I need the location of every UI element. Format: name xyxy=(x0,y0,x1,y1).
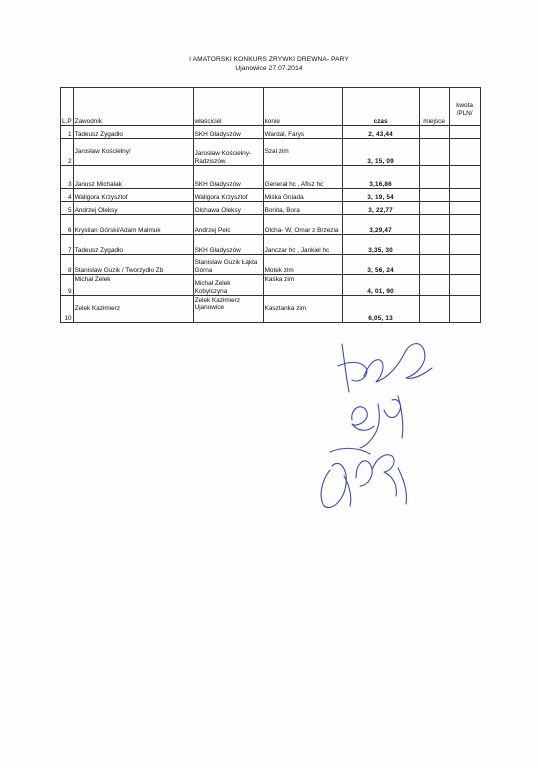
signature-2 xyxy=(352,396,403,448)
cell-zawodnik: Michał Zelek xyxy=(73,275,193,296)
cell-lp: 3 xyxy=(61,166,74,189)
cell-lp: 10 xyxy=(61,296,74,323)
header-zawodnik: Zawodnik xyxy=(73,88,193,126)
cell-wlasciciel: SKH Gładyszów xyxy=(193,235,263,255)
cell-miejsce xyxy=(419,126,449,139)
cell-kwota xyxy=(449,202,480,215)
cell-lp: 4 xyxy=(61,189,74,202)
cell-wlasciciel: Waligora Krzysztof xyxy=(193,189,263,202)
cell-wlasciciel: Stanisław Guzik Łąkta Górna xyxy=(193,255,263,275)
cell-czas: 6,05, 13 xyxy=(342,296,419,323)
table-row xyxy=(61,296,481,323)
cell-kwota xyxy=(449,255,480,275)
table-row xyxy=(61,139,481,166)
cell-miejsce xyxy=(419,166,449,189)
cell-wlasciciel: Jarosław Kościelny-Radziszów xyxy=(193,139,263,166)
cell-miejsce xyxy=(419,189,449,202)
cell-zawodnik: Jarosław Kościelny/ xyxy=(73,139,193,166)
document-title: I AMATORSKI KONKURS ZRYWKI DREWNA- PARY xyxy=(189,56,349,63)
cell-wlasciciel: Zelek Kazimierz Ujanowice xyxy=(193,296,263,323)
cell-konie: Szal zim xyxy=(263,139,342,166)
cell-miejsce xyxy=(419,202,449,215)
cell-kwota xyxy=(449,189,480,202)
header-miejsce: miejsce xyxy=(419,88,449,126)
cell-konie: Wardal, Farys xyxy=(263,126,342,139)
cell-lp: 8 xyxy=(61,255,74,275)
header-czas: czas xyxy=(342,88,419,126)
cell-miejsce xyxy=(419,139,449,166)
table-row xyxy=(61,215,481,235)
header-konie: konie xyxy=(263,88,342,126)
cell-czas: 3,29,47 xyxy=(342,215,419,235)
cell-zawodnik: Andrzej Oleksy xyxy=(73,202,193,215)
table-row xyxy=(61,255,481,275)
cell-konie: Miśka Gniada xyxy=(263,189,342,202)
cell-czas: 3,35, 30 xyxy=(342,235,419,255)
cell-czas: 3,16,86 xyxy=(342,166,419,189)
cell-kwota xyxy=(449,166,480,189)
cell-konie: Motek zim xyxy=(263,255,342,275)
cell-zawodnik: Janusz Michalak xyxy=(73,166,193,189)
cell-czas: 3, 19, 54 xyxy=(342,189,419,202)
header-wlasciciel: właściciel xyxy=(193,88,263,126)
cell-wlasciciel: SKH Gładyszów xyxy=(193,166,263,189)
results-table xyxy=(60,87,481,323)
cell-wlasciciel: Andrzej Pelc xyxy=(193,215,263,235)
table-header-row xyxy=(61,88,481,126)
cell-konie: Bonita, Bora xyxy=(263,202,342,215)
cell-wlasciciel: Olchawa Oleksy xyxy=(193,202,263,215)
header-lp: L.P xyxy=(61,88,74,126)
cell-miejsce xyxy=(419,235,449,255)
document-subtitle: Ujanowice 27.07.2014 xyxy=(235,65,303,72)
cell-zawodnik: Tadeusz Zygadło xyxy=(73,126,193,139)
table-row xyxy=(61,275,481,296)
cell-zawodnik: Tadeusz Zygadło xyxy=(73,235,193,255)
table-row xyxy=(61,189,481,202)
cell-wlasciciel: SKH Gładyszów xyxy=(193,126,263,139)
cell-miejsce xyxy=(419,296,449,323)
cell-czas: 2, 43,44 xyxy=(342,126,419,139)
signature-3 xyxy=(321,448,406,507)
cell-konie: Kaśka zim xyxy=(263,275,342,296)
cell-lp: 1 xyxy=(61,126,74,139)
cell-zawodnik: Waligora Krzysztof xyxy=(73,189,193,202)
cell-kwota xyxy=(449,235,480,255)
cell-konie: Kasztanka zim xyxy=(263,296,342,323)
cell-miejsce xyxy=(419,255,449,275)
table-row xyxy=(61,126,481,139)
cell-lp: 7 xyxy=(61,235,74,255)
cell-konie: Generał hc , Afisz hc xyxy=(263,166,342,189)
cell-kwota xyxy=(449,296,480,323)
cell-konie: Janczar hc , Jankiel hc xyxy=(263,235,342,255)
header-kwota: kwota /PLN/ xyxy=(449,88,480,126)
cell-kwota xyxy=(449,126,480,139)
cell-kwota xyxy=(449,139,480,166)
cell-lp: 9 xyxy=(61,275,74,296)
cell-czas: 4, 01, 90 xyxy=(342,275,419,296)
cell-zawodnik: Zelek Kazimierz xyxy=(73,296,193,323)
cell-lp: 2 xyxy=(61,139,74,166)
table-row xyxy=(61,235,481,255)
cell-miejsce xyxy=(419,215,449,235)
signature-1 xyxy=(338,344,432,392)
cell-czas: 3, 15, 09 xyxy=(342,139,419,166)
cell-zawodnik: Stanisław Guzik / Tworzydło Zb xyxy=(73,255,193,275)
cell-konie: Olcha- W, Omar z Brzezia xyxy=(263,215,342,235)
cell-zawodnik: Krystian Górski/Adam Malmuk xyxy=(73,215,193,235)
cell-lp: 5 xyxy=(61,202,74,215)
cell-miejsce xyxy=(419,275,449,296)
table-row xyxy=(61,166,481,189)
cell-kwota xyxy=(449,215,480,235)
cell-lp: 6 xyxy=(61,215,74,235)
cell-czas: 3, 56, 24 xyxy=(342,255,419,275)
cell-wlasciciel: Michał Zelek Kobylczyna xyxy=(193,275,263,296)
table-row xyxy=(61,202,481,215)
cell-czas: 3, 22,77 xyxy=(342,202,419,215)
cell-kwota xyxy=(449,275,480,296)
